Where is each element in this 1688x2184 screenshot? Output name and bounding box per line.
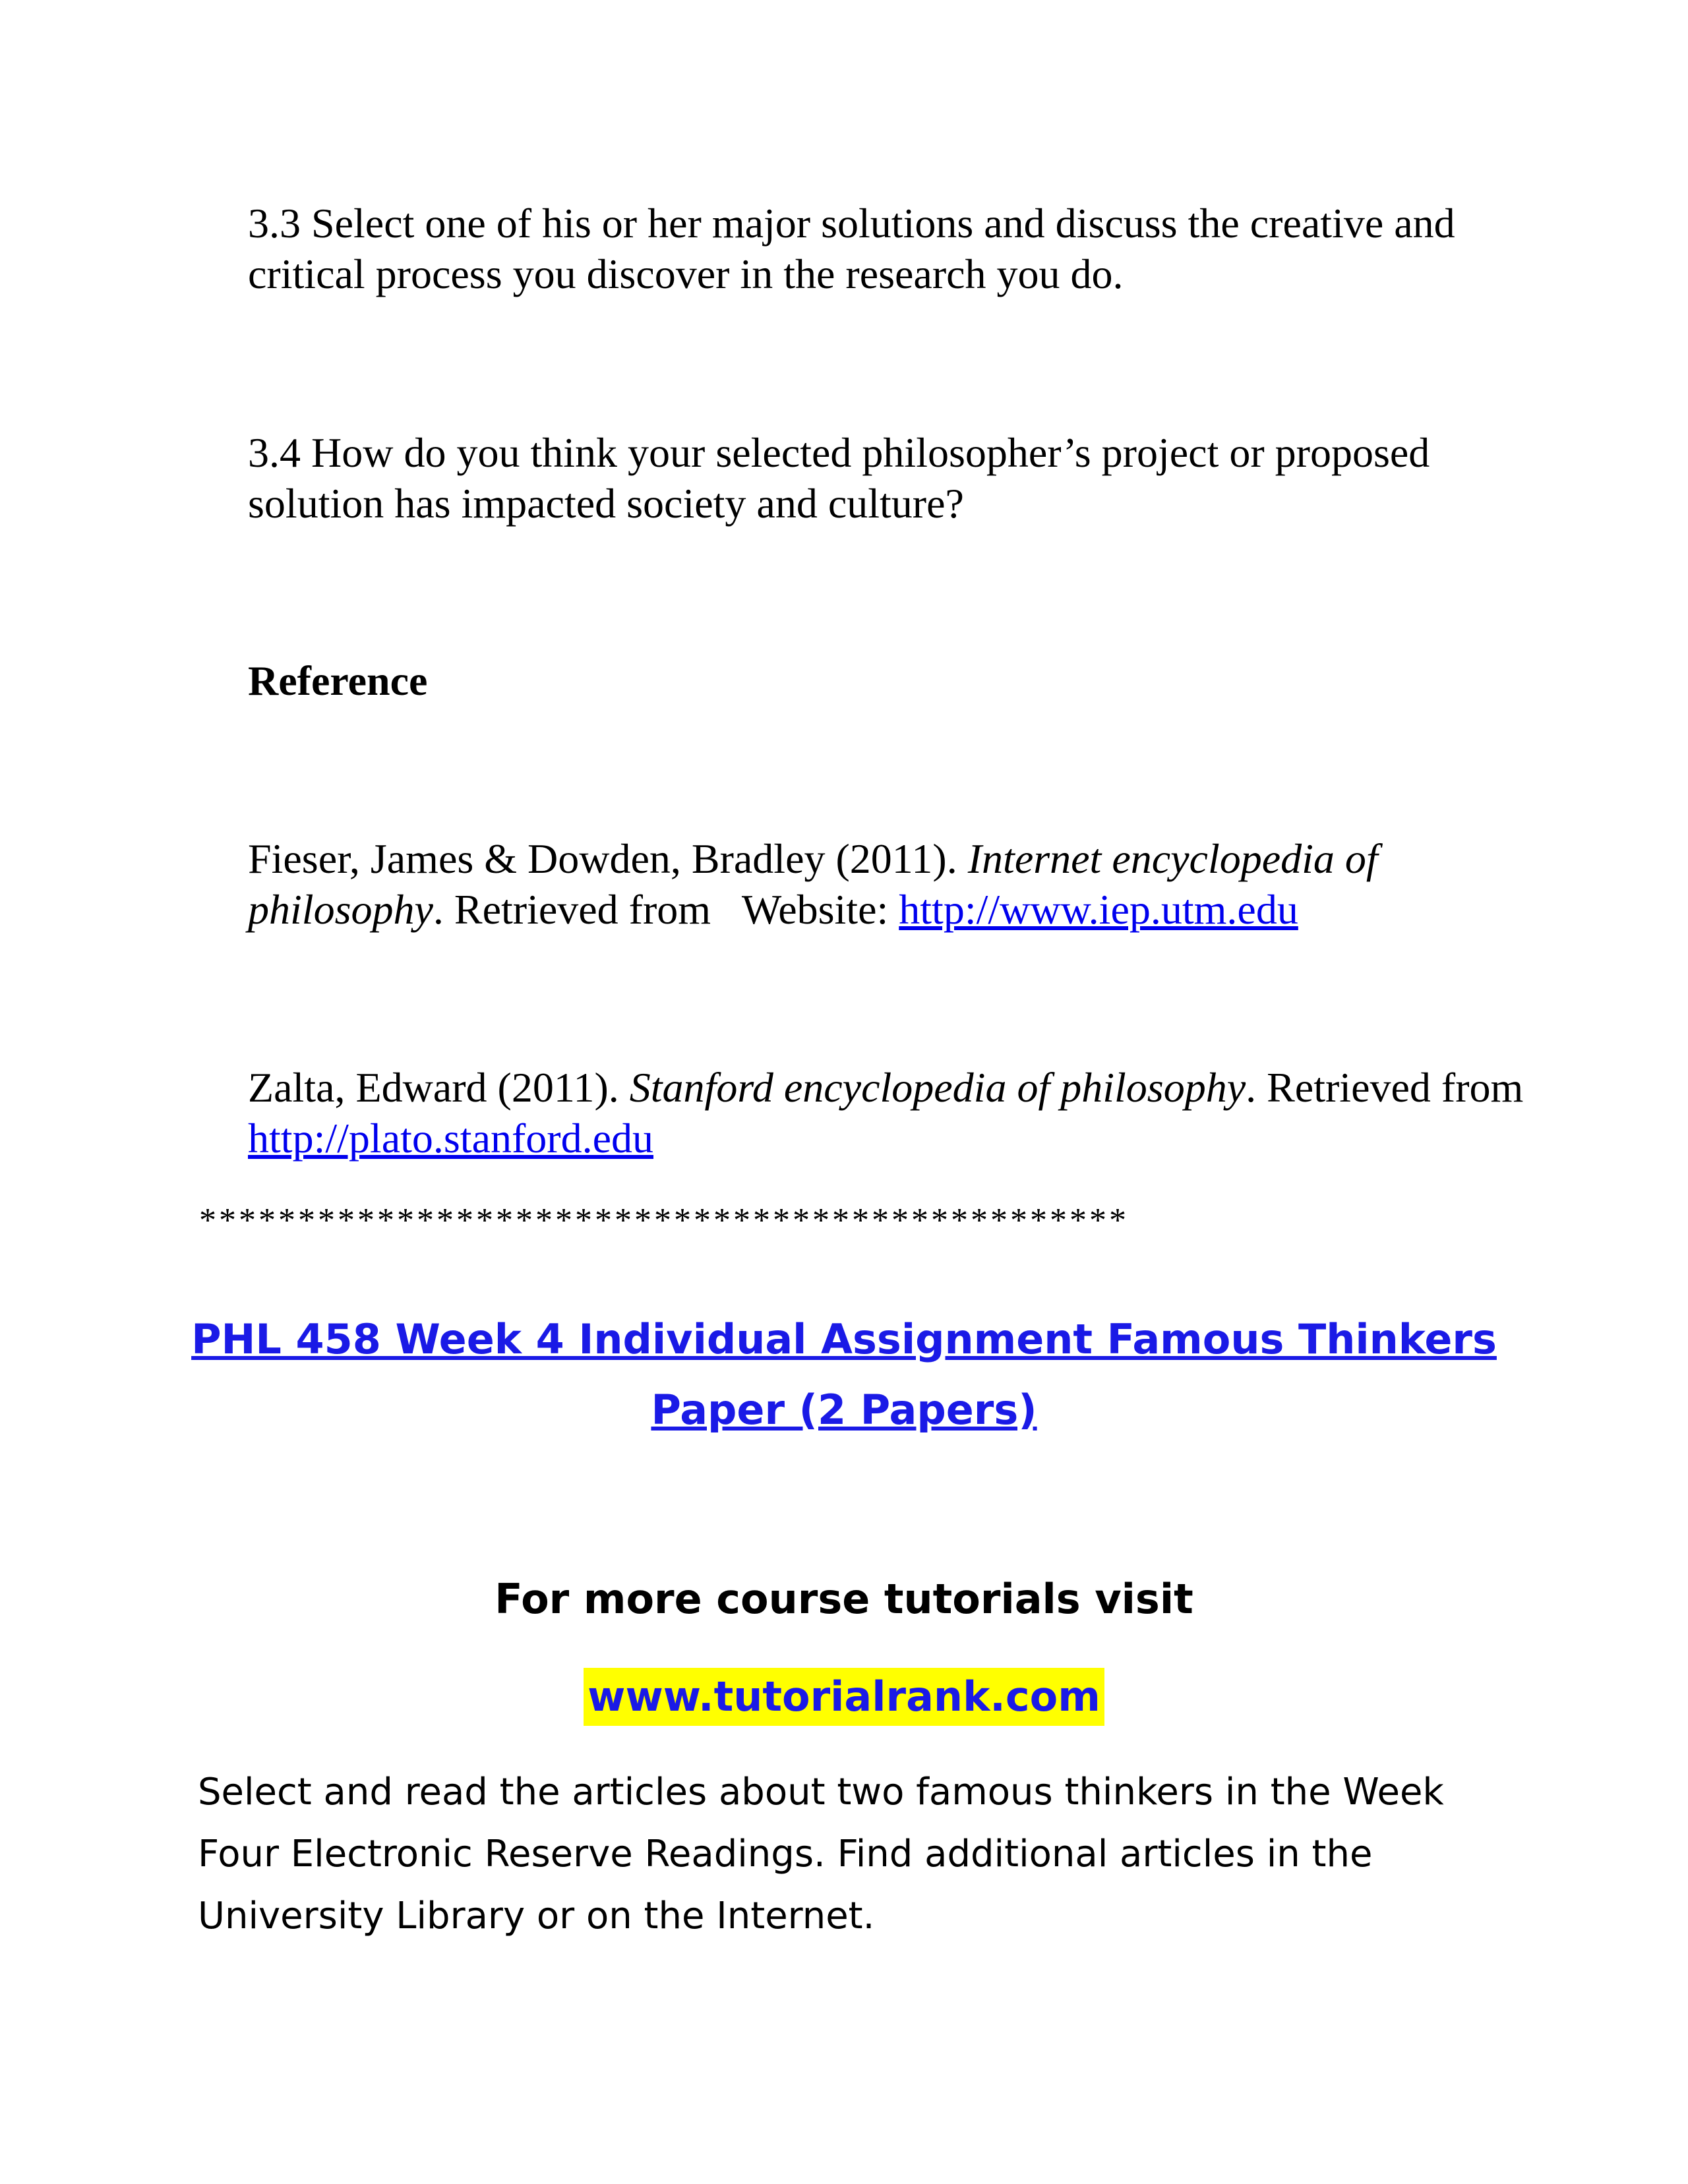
assignment-title-link[interactable]: PHL 458 Week 4 Individual Assignment Famous Thinkers Paper (2 Papers)	[191, 1315, 1497, 1434]
reference-link-sep[interactable]: http://plato.stanford.edu	[248, 1115, 653, 1162]
promo-site-container	[185, 1668, 1503, 1726]
question-3-3: 3.3 Select one of his or her major solutions and discuss the creative and critical process you discover in the research you do.	[248, 200, 1455, 297]
reference-retrieved: . Retrieved from Website:	[433, 886, 899, 933]
question-3-4: 3.4 How do you think your selected philosopher’s project or proposed solution has impacted society and culture?	[248, 429, 1430, 527]
reference-link-iep[interactable]: http://www.iep.utm.edu	[899, 886, 1298, 933]
reference-title: Stanford encyclopedia of philosophy	[629, 1064, 1246, 1111]
reference-authors: Fieser, James & Dowden, Bradley (2011).	[248, 835, 968, 882]
promo-text: For more course tutorials visit	[495, 1575, 1193, 1623]
reference-title: Internet encyclopedia of philosophy	[248, 835, 1378, 933]
reference-retrieved: . Retrieved from	[1246, 1064, 1524, 1111]
tutorial-site-link[interactable]: www.tutorialrank.com	[584, 1668, 1104, 1726]
asterisk-divider: ***********************************************	[199, 1202, 1129, 1239]
reference-heading: Reference	[248, 657, 428, 704]
reference-entry-iep	[248, 833, 1540, 935]
reference-authors: Zalta, Edward (2011).	[248, 1064, 630, 1111]
reference-entry-sep	[248, 1062, 1540, 1164]
assignment-description: Select and read the articles about two famous thinkers in the Week Four Electronic Reserve Readings. Find additional articles in the University Library or on the Internet.	[198, 1771, 1444, 1937]
